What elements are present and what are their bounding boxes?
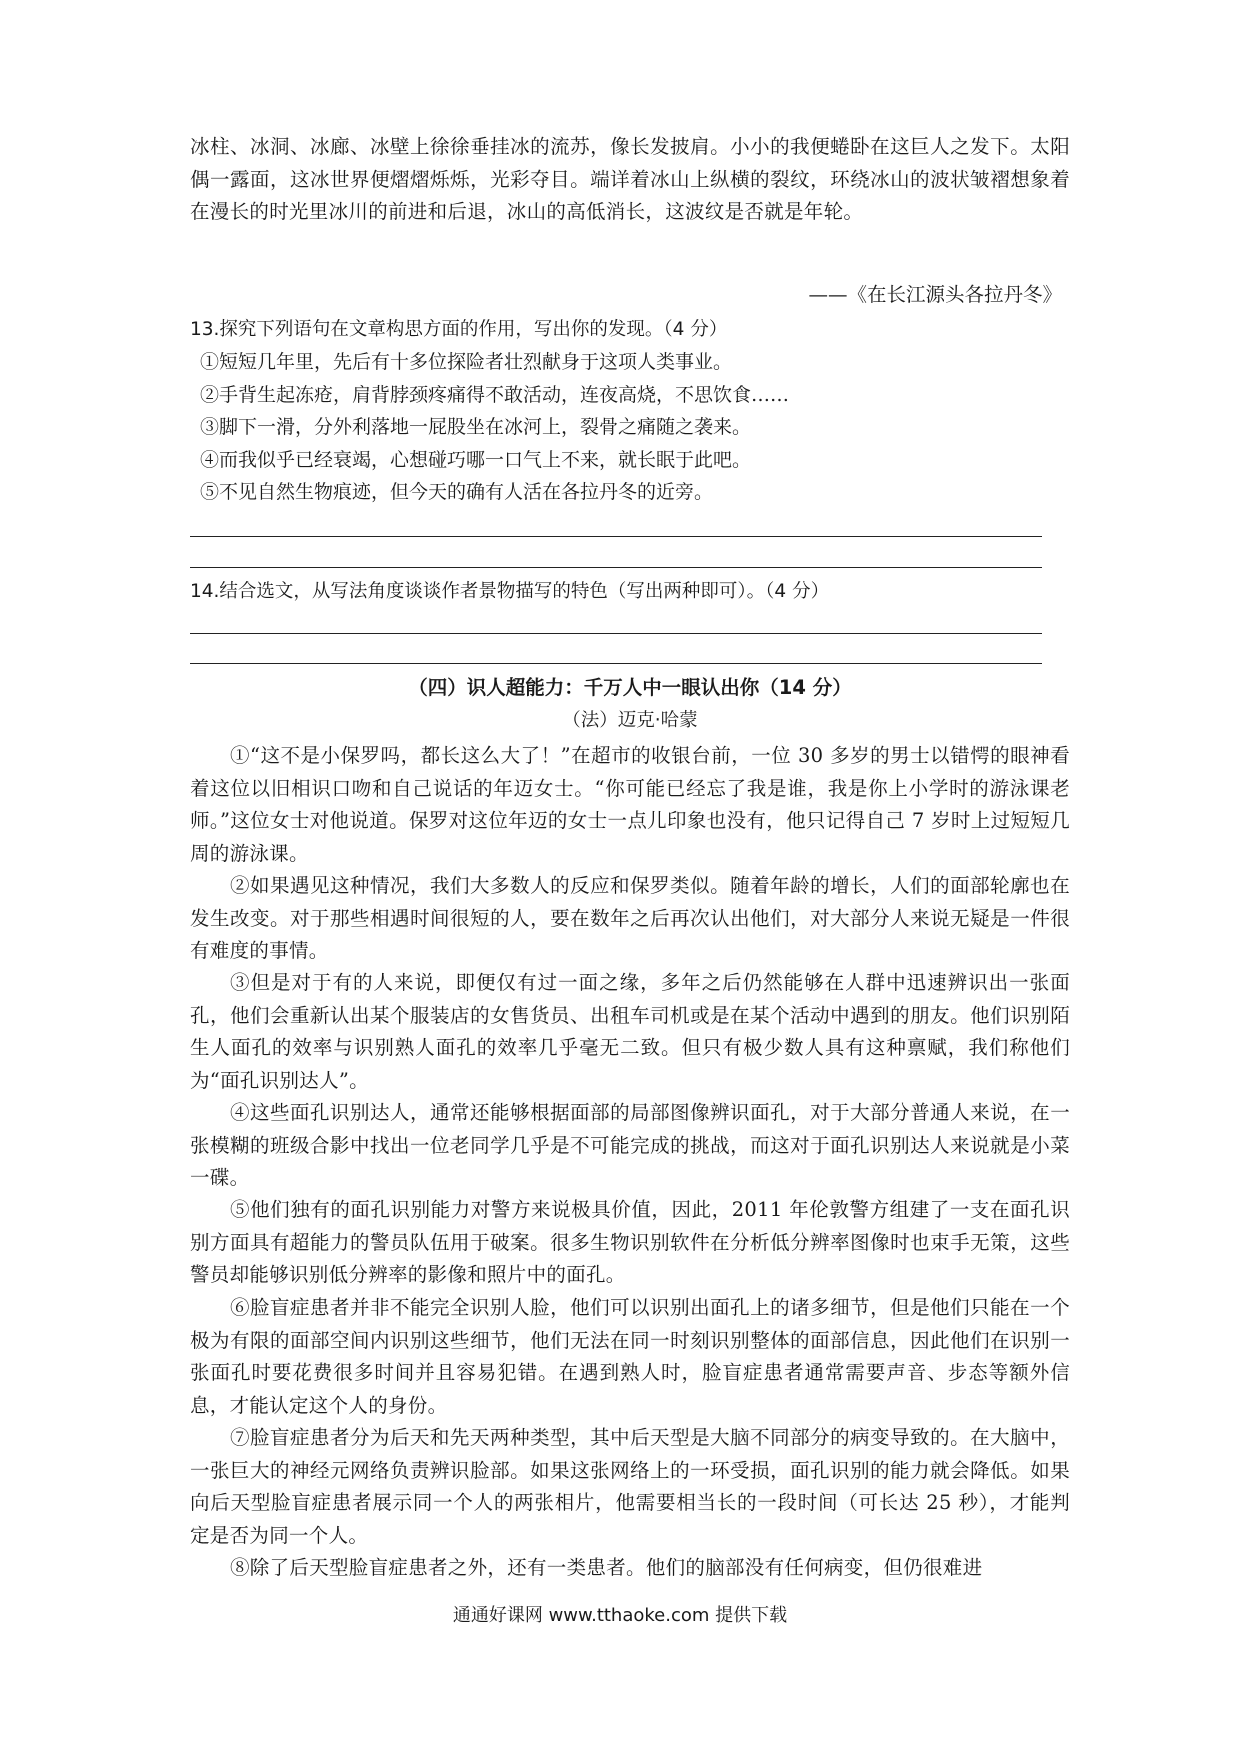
excerpt-paragraph: 冰柱、冰洞、冰廊、冰壁上徐徐垂挂冰的流苏，像长发披肩。小小的我便蜷卧在这巨人之发下。太阳偶一露面，这冰世界便熠熠烁烁，光彩夺目。端详着冰山上纵横的裂纹，环绕冰山的波状皱褶想象着在漫长的时光里冰川的前进和后退，冰山的高低消长，这波纹是否就是年轮。 — [190, 135, 1070, 223]
article-paragraph-1: ①“这不是小保罗吗，都长这么大了！”在超市的收银台前，一位 30 多岁的男士以错愕的眼神看着这位以旧相识口吻和自己说话的年迈女士。“你可能已经忘了我是谁，我是你上小学时的游泳课老师。”这位女士对他说道。保罗对这位年迈的女士一点儿印象也没有，他只记得自己 7 岁时上过短短几周的游泳课。 — [190, 744, 1070, 865]
answer-line[interactable] — [190, 633, 1042, 634]
question-13-item: ③脚下一滑，分外利落地一屁股坐在冰河上，裂骨之痛随之袭来。 — [200, 416, 752, 438]
section-author: （法）迈克·哈蒙 — [562, 710, 698, 731]
article-paragraph-6: ⑥脸盲症患者并非不能完全识别人脸，他们可以识别出面孔上的诸多细节，但是他们只能在一个极为有限的面部空间内识别这些细节，他们无法在同一时刻识别整体的面部信息，因此他们在识别一张面孔时要花费很多时间并且容易犯错。在遇到熟人时，脸盲症患者通常需要声音、步态等额外信息，才能认定这个人的身份。 — [190, 1296, 1070, 1417]
article-paragraph-7: ⑦脸盲症患者分为后天和先天两种类型，其中后天型是大脑不同部分的病变导致的。在大脑中，一张巨大的神经元网络负责辨识脸部。如果这张网络上的一环受损，面孔识别的能力就会降低。如果向后天型脸盲症患者展示同一个人的两张相片，他需要相当长的一段时间（可长达 25 秒），才能判定是否为同一个人。 — [190, 1426, 1070, 1547]
article-paragraph-2: ②如果遇见这种情况，我们大多数人的反应和保罗类似。随着年龄的增长，人们的面部轮廓也在发生改变。对于那些相遇时间很短的人，要在数年之后再次认出他们，对大部分人来说无疑是一件很有难度的事情。 — [190, 874, 1070, 962]
article-paragraph-5: ⑤他们独有的面孔识别能力对警方来说极具价值，因此，2011 年伦敦警方组建了一支在面孔识别方面具有超能力的警员队伍用于破案。很多生物识别软件在分析低分辨率图像时也束手无策，这些警员却能够识别低分辨率的影像和照片中的面孔。 — [190, 1198, 1070, 1286]
question-13-item: ④而我似乎已经衰竭，心想碰巧哪一口气上不来，就长眠于此吧。 — [200, 448, 752, 471]
answer-line[interactable] — [190, 567, 1042, 568]
excerpt-source: ——《在长江源头各拉丹冬》 — [808, 283, 1062, 306]
question-13-item: ⑤不见自然生物痕迹，但今天的确有人活在各拉丹冬的近旁。 — [200, 481, 714, 503]
question-13-items — [200, 346, 1070, 509]
question-13-item: ②手背生起冻疮，肩背脖颈疼痛得不敢活动，连夜高烧，不思饮食…… — [200, 383, 790, 406]
article-paragraph-4: ④这些面孔识别达人，通常还能够根据面部的局部图像辨识面孔，对于大部分普通人来说，在一张模糊的班级合影中找出一位老同学几乎是不可能完成的挑战，而这对于面孔识别达人来说就是小菜一碟。 — [190, 1101, 1070, 1189]
question-14-prompt: 14.结合选文，从写法角度谈谈作者景物描写的特色（写出两种即可）。（4 分） — [190, 581, 830, 602]
question-13-item: ①短短几年里，先后有十多位探险者壮烈献身于这项人类事业。 — [200, 351, 733, 373]
answer-line[interactable] — [190, 663, 1042, 664]
section-title: （四）识人超能力：千万人中一眼认出你（14 分） — [408, 676, 852, 699]
answer-line[interactable] — [190, 536, 1042, 537]
page-footer: 通通好课网 www.tthaoke.com 提供下载 — [452, 1605, 788, 1626]
question-13-prompt: 13.探究下列语句在文章构思方面的作用，写出你的发现。（4 分） — [190, 319, 728, 340]
article-paragraph-8: ⑧除了后天型脸盲症患者之外，还有一类患者。他们的脑部没有任何病变，但仍很难进 — [230, 1556, 983, 1579]
article-paragraph-3: ③但是对于有的人来说，即便仅有过一面之缘，多年之后仍然能够在人群中迅速辨识出一张面孔，他们会重新认出某个服装店的女售货员、出租车司机或是在某个活动中遇到的朋友。他们识别陌生人面孔的效率与识别熟人面孔的效率几乎毫无二致。但只有极少数人具有这种禀赋，我们称他们为“面孔识别达人”。 — [190, 971, 1070, 1092]
